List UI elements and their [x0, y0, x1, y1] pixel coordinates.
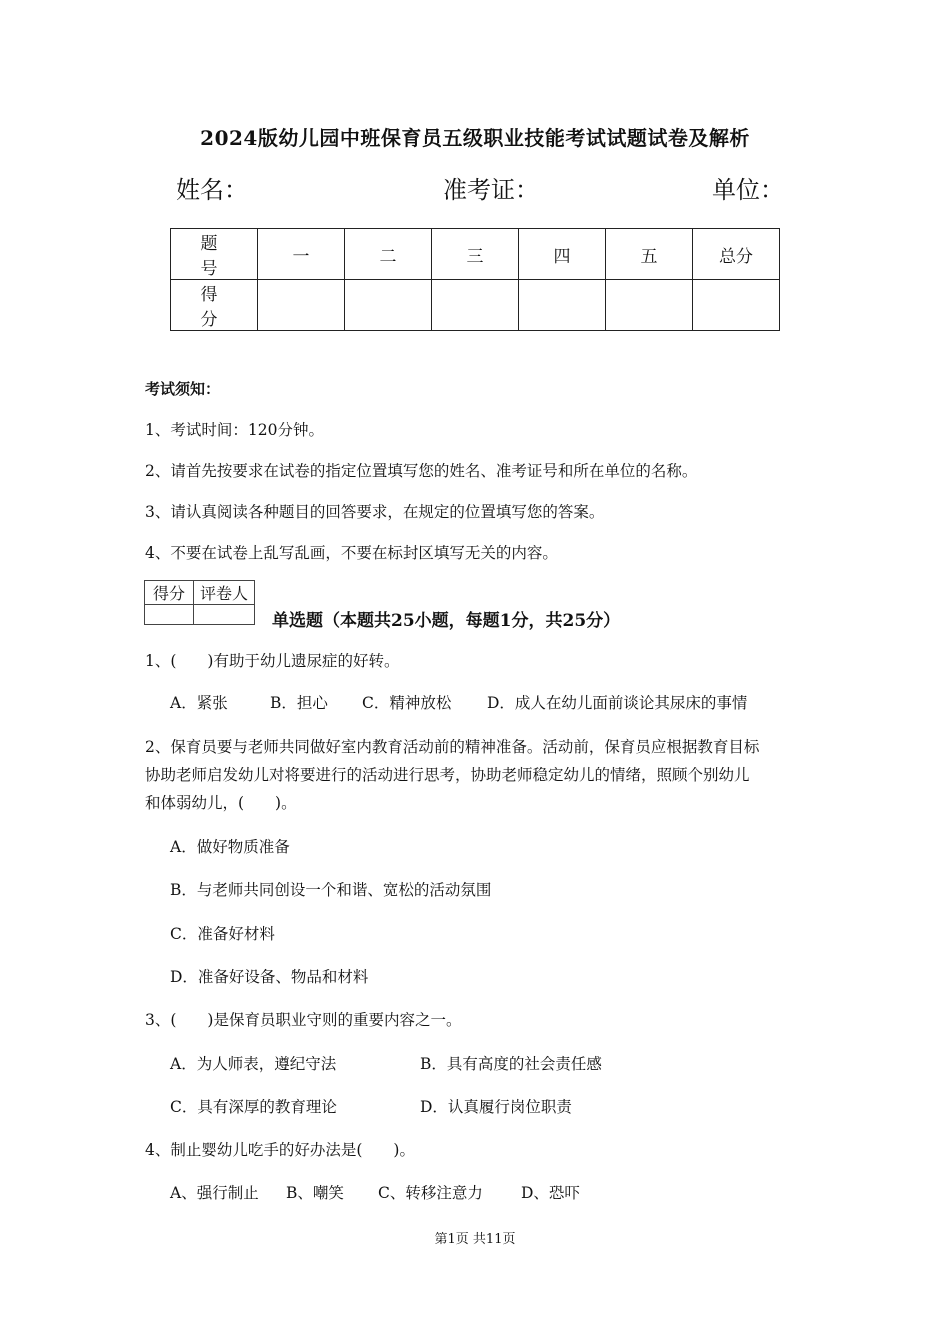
- option: A．为人师表，遵纪守法: [170, 1055, 337, 1073]
- option: C．精神放松: [362, 694, 452, 712]
- grader-score-cell: [145, 605, 194, 625]
- exam-id-label: 准考证：: [443, 176, 539, 204]
- option: B．具有高度的社会责任感: [420, 1055, 602, 1073]
- question-stem-line: 协助老师启发幼儿对将要进行的活动进行思考，协助老师稳定幼儿的情绪，照顾个别幼儿: [145, 766, 750, 784]
- question-stem-line: 2、保育员要与老师共同做好室内教育活动前的精神准备。活动前，保育员应根据教育目标: [145, 738, 760, 756]
- question-stem: 1、( )有助于幼儿遗尿症的好转。: [145, 652, 400, 670]
- page-footer: 第1页 共11页: [434, 1232, 516, 1247]
- grader-score-label: 得分: [145, 581, 194, 605]
- notice-item: 2、请首先按要求在试卷的指定位置填写您的姓名、准考证号和所在单位的名称。: [145, 462, 698, 480]
- notice-title: 考试须知：: [145, 380, 221, 398]
- option: B、嘲笑: [286, 1184, 344, 1202]
- score-table-score-row: [171, 280, 780, 331]
- question-stem: 4、制止婴幼儿吃手的好办法是( )。: [145, 1141, 415, 1159]
- score-header-cell: 一: [258, 229, 345, 280]
- question-stem-line: 和体弱幼儿，( )。: [145, 794, 297, 812]
- notice-item: 1、考试时间：120分钟。: [145, 421, 324, 439]
- option: D．认真履行岗位职责: [420, 1098, 572, 1116]
- score-row-label: 得 分: [171, 280, 258, 331]
- unit-label: 单位：: [712, 176, 784, 204]
- notice-item: 4、不要在试卷上乱写乱画，不要在标封区填写无关的内容。: [145, 544, 558, 562]
- option: D、恐吓: [521, 1184, 580, 1202]
- notice-item: 3、请认真阅读各种题目的回答要求，在规定的位置填写您的答案。: [145, 503, 605, 521]
- section-title: 单选题（本题共25小题，每题1分，共25分）: [272, 611, 621, 631]
- option: D．准备好设备、物品和材料: [170, 968, 369, 986]
- page-title: 2024版幼儿园中班保育员五级职业技能考试试题试卷及解析: [200, 126, 750, 150]
- option: A．做好物质准备: [170, 838, 290, 856]
- option: A、强行制止: [170, 1184, 259, 1202]
- option: A．紧张: [170, 694, 228, 712]
- score-cell: [345, 280, 432, 331]
- grader-name-cell: [194, 605, 255, 625]
- grader-box: [144, 580, 255, 625]
- score-header-cell: 五: [606, 229, 693, 280]
- score-cell: [432, 280, 519, 331]
- score-cell: [519, 280, 606, 331]
- grader-name-label: 评卷人: [194, 581, 255, 605]
- score-header-cell: 四: [519, 229, 606, 280]
- score-header-cell: 三: [432, 229, 519, 280]
- name-label: 姓名：: [176, 176, 248, 204]
- option: B．担心: [270, 694, 328, 712]
- option: D．成人在幼儿面前谈论其尿床的事情: [487, 694, 748, 712]
- question-stem: 3、( )是保育员职业守则的重要内容之一。: [145, 1011, 462, 1029]
- score-cell: [606, 280, 693, 331]
- score-table: [170, 228, 780, 331]
- score-cell: [693, 280, 780, 331]
- option: C．具有深厚的教育理论: [170, 1098, 337, 1116]
- score-table-header-row: [171, 229, 780, 280]
- option: B．与老师共同创设一个和谐、宽松的活动氛围: [170, 881, 492, 899]
- option: C．准备好材料: [170, 925, 275, 943]
- option: C、转移注意力: [378, 1184, 483, 1202]
- score-header-cell: 题 号: [171, 229, 258, 280]
- score-header-cell: 二: [345, 229, 432, 280]
- score-header-cell: 总分: [693, 229, 780, 280]
